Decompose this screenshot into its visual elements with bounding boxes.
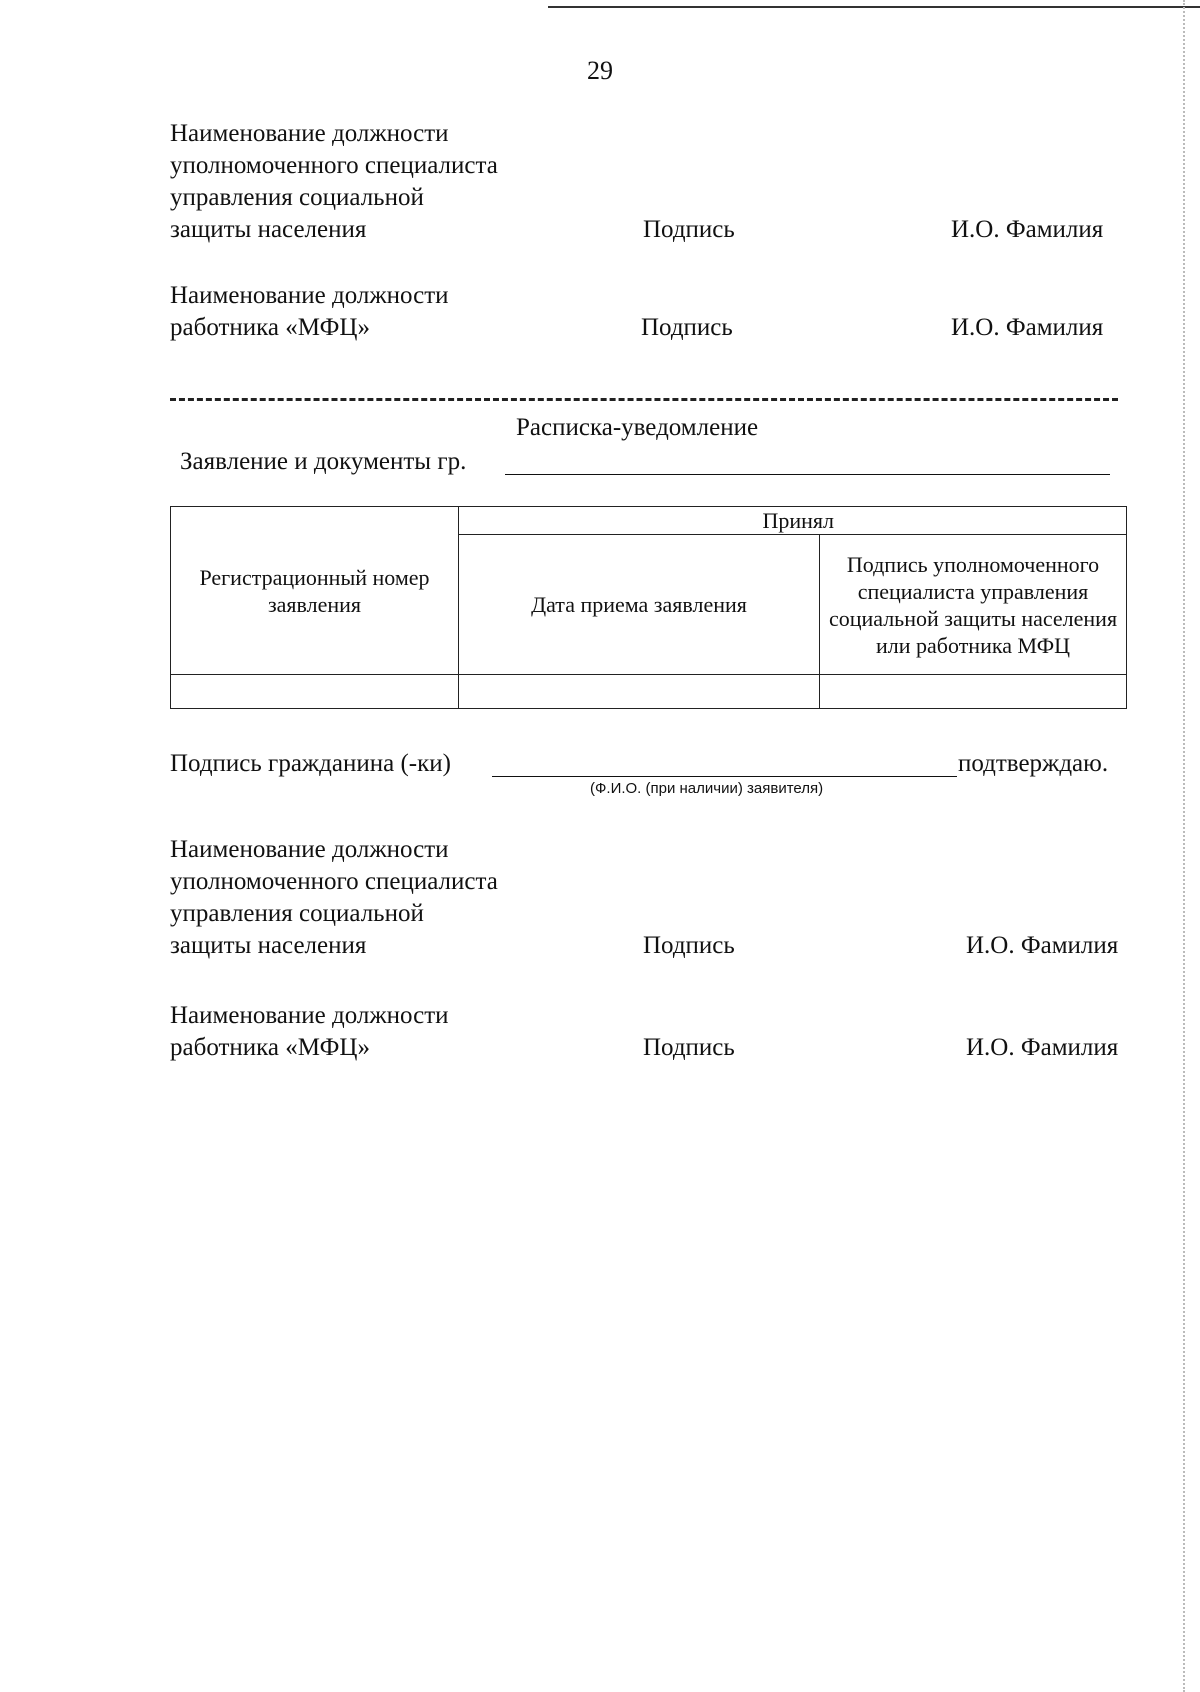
date-header: Дата приема заявления [459, 535, 820, 675]
position-title-specialist: Наименование должности уполномоченного специалиста управления социальной защиты населения [170, 836, 498, 959]
documents-label: Заявление и документы гр. [180, 448, 467, 475]
signer-name: И.О. Фамилия [966, 1034, 1119, 1061]
accepted-header: Принял [459, 507, 1127, 535]
receipt-title: Расписка-уведомление [516, 414, 759, 441]
signer-name: И.О. Фамилия [951, 314, 1104, 341]
reg-number-header: Регистрационный номер заявления [171, 507, 459, 675]
citizen-name-line [505, 474, 1110, 475]
document-page: 29 Наименование должности уполномоченного специалиста управления социальной защиты населения Подпись И.О. Фамилия Наименование должности работника «МФЦ» Подпись И.О. Фамилия Расписка-уведомление Заявление и документы гр. Регистрационный номер заявления Принял Дата приема заявления Подпись уполномоченного специалиста управления социальной защиты населения или работника МФЦ Подпись гражданина (-ки) подтверждаю. (Ф.И.О. (при наличии) заявителя) Наименование должности уполномоченного специалиста управления социальной защиты населения Подпись И.О. Фамилия Наименование должности работника «МФЦ» Подпись И.О. Фамилия [0, 0, 1200, 1692]
signature-label: Подпись [643, 1034, 735, 1061]
name-hint: (Ф.И.О. (при наличии) заявителя) [590, 780, 824, 797]
reg-number-cell [171, 675, 459, 709]
citizen-signature-label: Подпись гражданина (-ки) [170, 750, 451, 777]
receipt-table [170, 506, 1127, 709]
signer-name: И.О. Фамилия [951, 216, 1104, 243]
signature-label: Подпись [641, 314, 733, 341]
page-edge [1183, 0, 1185, 1692]
citizen-signature-line [492, 776, 957, 777]
cut-line [170, 398, 1118, 401]
position-title-specialist: Наименование должности уполномоченного специалиста управления социальной защиты населения [170, 120, 498, 243]
date-cell [459, 675, 820, 709]
signature-label: Подпись [643, 216, 735, 243]
position-title-mfc-worker: Наименование должности работника «МФЦ» [170, 282, 449, 341]
position-title-mfc-worker: Наименование должности работника «МФЦ» [170, 1002, 449, 1061]
signer-header: Подпись уполномоченного специалиста управления социальной защиты населения или работника МФЦ [820, 535, 1127, 675]
signature-label: Подпись [643, 932, 735, 959]
signer-name: И.О. Фамилия [966, 932, 1119, 959]
top-rule [548, 6, 1200, 8]
confirm-text: подтверждаю. [958, 750, 1109, 777]
signer-cell [820, 675, 1127, 709]
